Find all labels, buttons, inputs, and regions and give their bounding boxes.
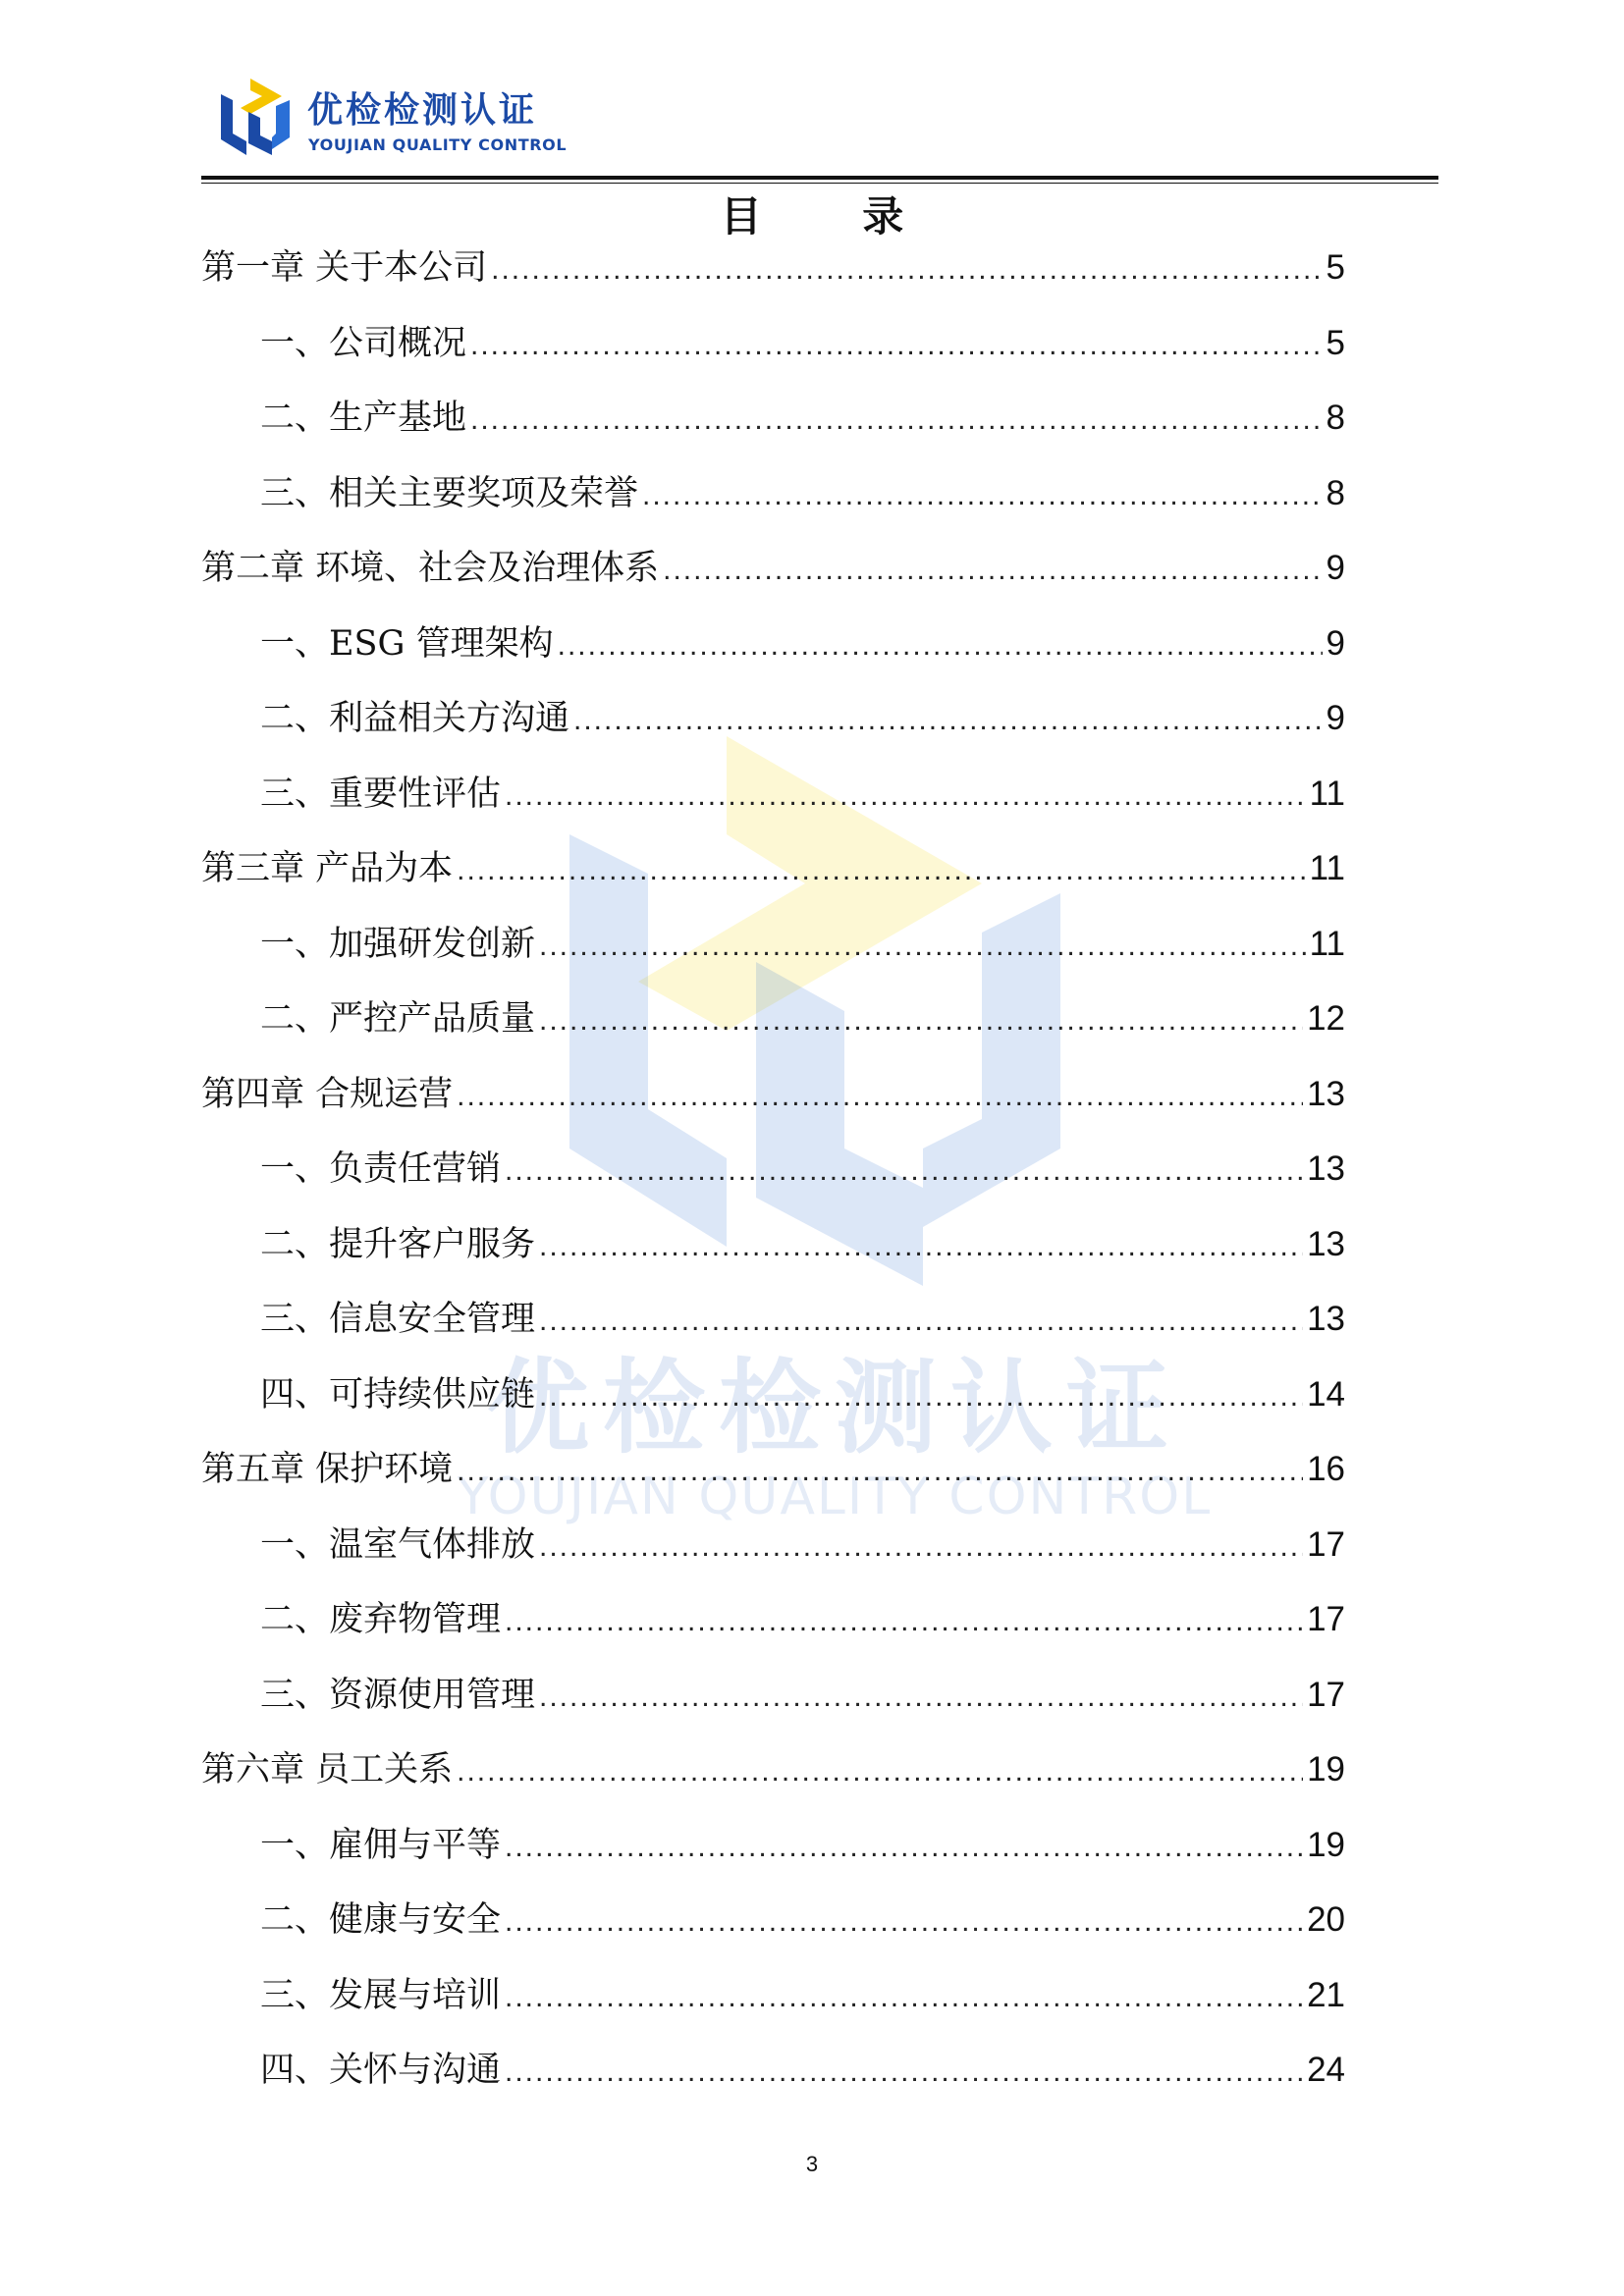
toc-entry-page-number: 8 [1326,473,1345,512]
toc-section-entry[interactable] [201,1143,1345,1218]
toc-dot-leader [457,1070,1303,1123]
toc-section-entry[interactable] [201,768,1345,843]
toc-section-entry[interactable] [201,1669,1345,1744]
toc-chapter-entry[interactable] [201,1743,1345,1819]
toc-dot-leader [505,2046,1303,2099]
toc-section-entry[interactable] [201,1894,1345,1969]
toc-entry-label: 二、生产基地 [260,399,467,438]
toc-section-entry[interactable] [201,467,1345,543]
toc-section-entry[interactable] [201,617,1345,693]
toc-entry-page-number: 9 [1326,549,1345,587]
toc-entry-label: 一、负责任营销 [260,1149,502,1189]
toc-dot-leader [539,994,1303,1047]
toc-entry-page-number: 24 [1307,2051,1345,2089]
toc-entry-page-number: 12 [1307,999,1345,1038]
toc-entry-page-number: 17 [1307,1600,1345,1638]
toc-entry-label: 三、相关主要奖项及荣誉 [260,473,639,513]
toc-entry-label: 第五章 保护环境 [201,1450,454,1489]
toc-chapter-entry[interactable] [201,1068,1345,1144]
toc-dot-leader [558,619,1323,672]
toc-chapter-entry[interactable] [201,1443,1345,1519]
toc-section-entry[interactable] [201,692,1345,768]
toc-section-entry[interactable] [201,2044,1345,2119]
toc-dot-leader [457,1445,1303,1498]
toc-entry-label: 一、雇佣与平等 [260,1825,502,1865]
toc-entry-label: 第三章 产品为本 [201,849,454,888]
header-rule-thin [201,183,1438,184]
toc-dot-leader [457,1745,1303,1798]
toc-dot-leader [457,844,1306,897]
toc-dot-leader [642,469,1323,522]
toc-dot-leader [505,770,1306,823]
brand-name: 优检检测认证 [307,90,538,131]
toc-entry-page-number: 13 [1307,1149,1345,1188]
toc-entry-page-number: 19 [1307,1750,1345,1789]
toc-entry-page-number: 13 [1307,1300,1345,1338]
toc-entry-label: 一、公司概况 [260,323,467,363]
toc-entry-label: 第二章 环境、社会及治理体系 [201,549,660,588]
toc-section-entry[interactable] [201,1969,1345,2045]
toc-entry-page-number: 11 [1309,924,1345,963]
toc-dot-leader [470,394,1323,447]
toc-entry-label: 四、关怀与沟通 [260,2051,502,2090]
toc-entry-page-number: 8 [1326,399,1345,437]
toc-dot-leader [470,319,1323,372]
toc-section-entry[interactable] [201,1293,1345,1368]
toc-entry-label: 第六章 员工关系 [201,1750,454,1789]
toc-entry-page-number: 19 [1307,1825,1345,1864]
toc-entry-label: 一、温室气体排放 [260,1524,536,1565]
toc-entry-page-number: 9 [1326,623,1345,663]
toc-section-entry[interactable] [201,918,1345,993]
toc-entry-page-number: 13 [1307,1224,1345,1263]
toc-entry-page-number: 17 [1307,1675,1345,1714]
toc-entry-label: 二、健康与安全 [260,1900,502,1940]
toc-entry-label: 三、资源使用管理 [260,1675,536,1715]
watermark-brand-english: YOUJIAN QUALITY CONTROL [457,1468,1213,1526]
toc-entry-page-number: 17 [1307,1524,1345,1564]
toc-entry-page-number: 11 [1309,849,1345,887]
toc-entry-page-number: 9 [1326,699,1345,737]
toc-dot-leader [491,243,1322,296]
toc-title: 目 录 [720,192,947,240]
toc-chapter-entry[interactable] [201,842,1345,918]
toc-entry-label: 三、信息安全管理 [260,1300,536,1339]
toc-entry-label: 一、ESG 管理架构 [260,623,554,664]
toc-dot-leader [539,1370,1303,1423]
toc-entry-label: 四、可持续供应链 [260,1374,536,1415]
toc-chapter-entry[interactable] [201,542,1345,617]
toc-section-entry[interactable] [201,1368,1345,1444]
toc-entry-label: 一、加强研发创新 [260,924,536,964]
brand-english-name: YOUJIAN QUALITY CONTROL [308,135,568,154]
header-rule [201,176,1438,180]
toc-entry-label: 第四章 合规运营 [201,1074,454,1114]
toc-entry-page-number: 16 [1307,1450,1345,1488]
toc-section-entry[interactable] [201,1819,1345,1895]
toc-dot-leader [539,1295,1303,1348]
toc-entry-page-number: 14 [1307,1374,1345,1414]
toc-entry-label: 三、发展与培训 [260,1975,502,2015]
toc-dot-leader [573,694,1323,747]
watermark-brand-name: 优检检测认证 [486,1348,1182,1468]
toc-section-entry[interactable] [201,1593,1345,1669]
toc-dot-leader [663,544,1322,597]
toc-entry-label: 二、废弃物管理 [260,1600,502,1639]
toc-entry-label: 二、严控产品质量 [260,999,536,1039]
page-number: 3 [805,2152,819,2176]
toc-section-entry[interactable] [201,1218,1345,1294]
toc-entry-page-number: 5 [1326,248,1345,287]
toc-entry-page-number: 20 [1307,1900,1345,1939]
toc-dot-leader [505,1896,1303,1949]
toc-entry-label: 二、利益相关方沟通 [260,699,570,738]
toc-dot-leader [505,1971,1303,2024]
company-logo-icon [217,77,296,159]
toc-dot-leader [539,1671,1303,1724]
toc-chapter-entry[interactable] [201,241,1345,317]
toc-dot-leader [539,1521,1303,1574]
toc-dot-leader [505,1821,1303,1874]
toc-entry-page-number: 13 [1307,1074,1345,1113]
toc-dot-leader [505,1595,1303,1648]
toc-entry-label: 二、提升客户服务 [260,1224,536,1264]
toc-entry-page-number: 11 [1309,774,1345,813]
toc-dot-leader [539,1220,1303,1273]
toc-entry-label: 第一章 关于本公司 [201,248,488,288]
toc-section-entry[interactable] [201,1519,1345,1594]
toc-entry-page-number: 21 [1307,1975,1345,2014]
toc-dot-leader [505,1145,1303,1198]
toc-section-entry[interactable] [201,317,1345,393]
page-header [201,77,1438,185]
toc-section-entry[interactable] [201,392,1345,467]
toc-entry-page-number: 5 [1326,323,1345,362]
toc-entry-label: 三、重要性评估 [260,774,502,814]
table-of-contents [201,241,1345,2119]
toc-section-entry[interactable] [201,992,1345,1068]
toc-dot-leader [539,920,1306,973]
